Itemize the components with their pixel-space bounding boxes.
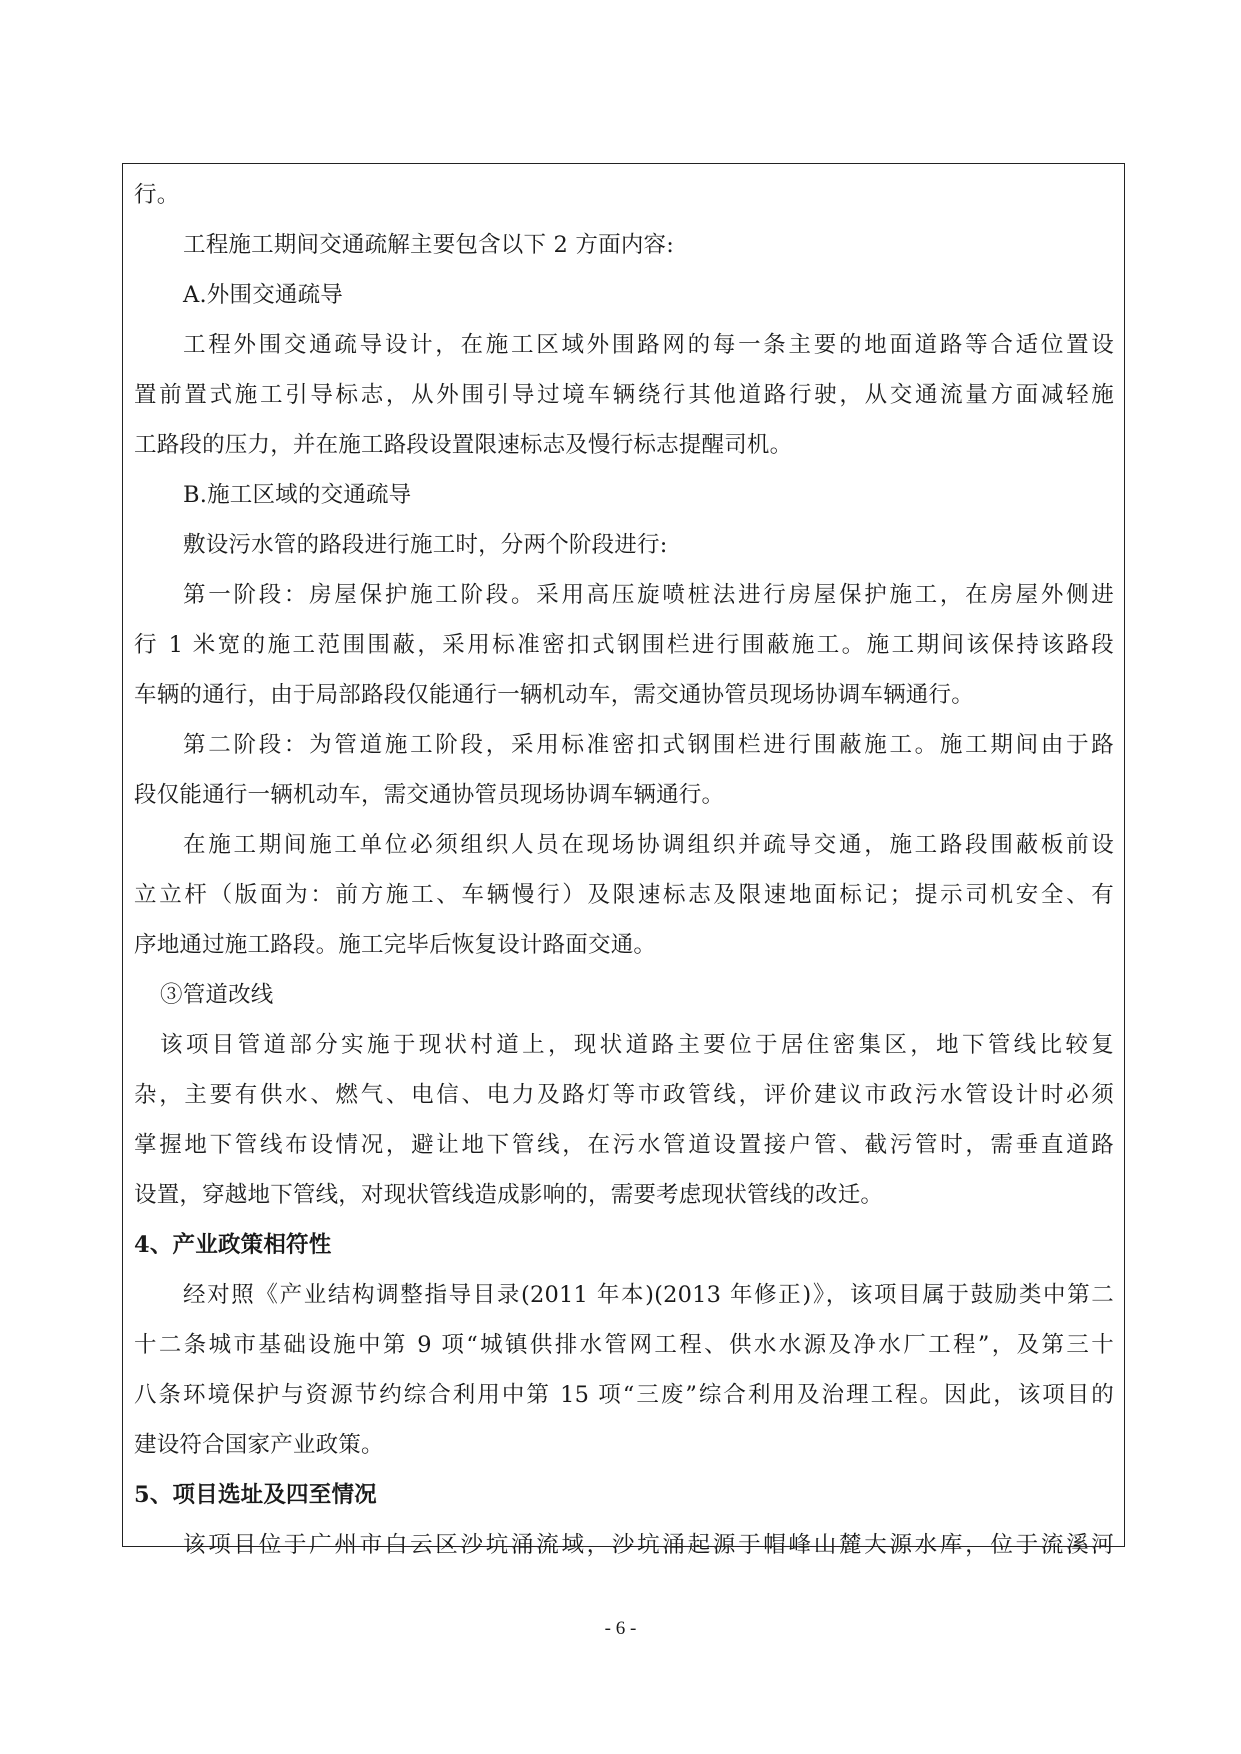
text-line: 设置，穿越地下管线，对现状管线造成影响的，需要考虑现状管线的改迁。 xyxy=(134,1182,884,1208)
text-line: 该项目位于广州市白云区沙坑涌流域，沙坑涌起源于帽峰山麓大源水库，位于流溪河 xyxy=(183,1532,1114,1558)
text-line: 敷设污水管的路段进行施工时，分两个阶段进行: xyxy=(183,532,668,558)
text-line: A.外围交通疏导 xyxy=(183,282,344,308)
text-line: 序地通过施工路段。施工完毕后恢复设计路面交通。 xyxy=(134,932,657,958)
text-line: 行 1 米宽的施工范围围蔽，采用标准密扣式钢围栏进行围蔽施工。施工期间该保持该路段 xyxy=(134,632,1114,658)
text-line: 在施工期间施工单位必须组织人员在现场协调组织并疏导交通，施工路段围蔽板前设 xyxy=(183,832,1114,858)
text-line: 掌握地下管线布设情况，避让地下管线，在污水管道设置接户管、截污管时，需垂直道路 xyxy=(134,1132,1114,1158)
text-line: 十二条城市基础设施中第 9 项“城镇供排水管网工程、供水水源及净水厂工程”，及第三十 xyxy=(134,1332,1114,1358)
section-heading: 5、项目选址及四至情况 xyxy=(134,1482,377,1508)
text-line: 车辆的通行，由于局部路段仅能通行一辆机动车，需交通协管员现场协调车辆通行。 xyxy=(134,682,974,708)
text-line: ③管道改线 xyxy=(160,982,274,1008)
text-line: 立立杆（版面为：前方施工、车辆慢行）及限速标志及限速地面标记；提示司机安全、有 xyxy=(134,882,1114,908)
text-line: 经对照《产业结构调整指导目录(2011 年本)(2013 年修正)》，该项目属于鼓励类中第二 xyxy=(183,1282,1114,1308)
text-line: 第二阶段：为管道施工阶段，采用标准密扣式钢围栏进行围蔽施工。施工期间由于路 xyxy=(183,732,1114,758)
text-line: 行。 xyxy=(134,182,180,208)
text-line: 八条环境保护与资源节约综合利用中第 15 项“三废”综合利用及治理工程。因此，该项目的 xyxy=(134,1382,1114,1408)
text-line: 杂，主要有供水、燃气、电信、电力及路灯等市政管线，评价建议市政污水管设计时必须 xyxy=(134,1082,1114,1108)
text-line: 置前置式施工引导标志，从外围引导过境车辆绕行其他道路行驶，从交通流量方面减轻施 xyxy=(134,382,1114,408)
text-line: 工程施工期间交通疏解主要包含以下 2 方面内容: xyxy=(183,232,675,258)
section-heading: 4、产业政策相符性 xyxy=(134,1232,332,1258)
page-number: - 6 - xyxy=(604,1618,637,1639)
text-line: B.施工区域的交通疏导 xyxy=(183,482,412,508)
text-line: 建设符合国家产业政策。 xyxy=(134,1432,384,1458)
text-line: 工程外围交通疏导设计，在施工区域外围路网的每一条主要的地面道路等合适位置设 xyxy=(183,332,1114,358)
text-line: 该项目管道部分实施于现状村道上，现状道路主要位于居住密集区，地下管线比较复 xyxy=(160,1032,1114,1058)
text-line: 段仅能通行一辆机动车，需交通协管员现场协调车辆通行。 xyxy=(134,782,725,808)
text-line: 工路段的压力，并在施工路段设置限速标志及慢行标志提醒司机。 xyxy=(134,432,793,458)
text-line: 第一阶段：房屋保护施工阶段。采用高压旋喷桩法进行房屋保护施工，在房屋外侧进 xyxy=(183,582,1114,608)
